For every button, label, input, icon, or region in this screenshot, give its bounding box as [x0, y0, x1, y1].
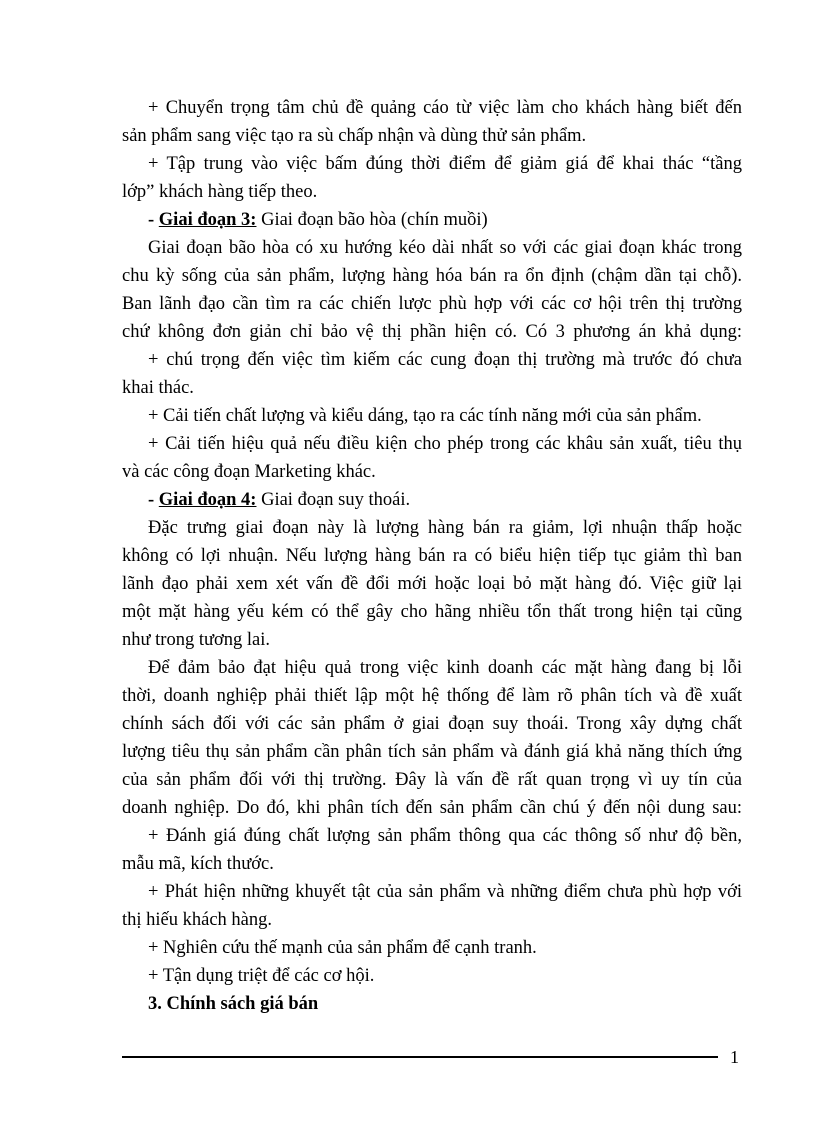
paragraph-line: không có lợi nhuận. Nếu lượng hàng bán ra có biểu hiện tiếp tục giảm thì ban — [122, 546, 742, 566]
paragraph-line: chứ không đơn giản chỉ bảo vệ thị phần hiện có. Có 3 phương án khả dụng: — [122, 322, 742, 342]
paragraph-line: như trong tương lai. — [122, 630, 271, 650]
paragraph-line: thị hiếu khách hàng. — [122, 910, 273, 930]
stage-3-prefix: - — [148, 210, 159, 230]
paragraph-line: Để đảm bảo đạt hiệu quả trong việc kinh doanh các mặt hàng đang bị lỗi — [148, 658, 742, 678]
paragraph-line: mẫu mã, kích thước. — [122, 854, 274, 874]
paragraph-line: Giai đoạn bão hòa có xu hướng kéo dài nhất so với các giai đoạn khác trong — [148, 238, 742, 258]
paragraph-line: chính sách đối với các sản phẩm ở giai đoạn suy thoái. Trong xây dựng chất — [122, 714, 742, 734]
paragraph-line: của sản phẩm đối với thị trường. Đây là vấn đề rất quan trọng vì uy tín của — [122, 770, 742, 790]
paragraph-line: chu kỳ sống của sản phẩm, lượng hàng hóa bán ra ổn định (chậm dần tại chỗ). — [122, 266, 742, 286]
paragraph-line: sản phẩm sang việc tạo ra sù chấp nhận và dùng thử sản phẩm. — [122, 126, 587, 146]
stage-3-label: Giai đoạn 3: — [158, 210, 257, 230]
stage-4-heading — [122, 486, 742, 514]
paragraph-line: lãnh đạo phải xem xét vấn đề đổi mới hoặc loại bỏ mặt hàng đó. Việc giữ lại — [122, 574, 742, 594]
paragraph-line: Đặc trưng giai đoạn này là lượng hàng bán ra giảm, lợi nhuận thấp hoặc — [148, 518, 742, 538]
paragraph-line: + Tập trung vào việc bấm đúng thời điểm để giảm giá để khai thác “tầng — [148, 154, 742, 174]
stage-4-label: Giai đoạn 4: — [158, 490, 257, 510]
paragraph-line: lượng tiêu thụ sản phẩm cần phân tích sản phẩm và đánh giá khả năng thích ứng — [122, 742, 742, 762]
paragraph-line: + Phát hiện những khuyết tật của sản phẩm và những điểm chưa phù hợp với — [148, 882, 742, 902]
paragraph-line: khai thác. — [122, 378, 194, 398]
page-number: 1 — [730, 1047, 739, 1067]
footer-divider — [122, 1056, 718, 1058]
stage-3-title: Giai đoạn bão hòa (chín muồi) — [256, 210, 488, 230]
paragraph-line: + Cải tiến hiệu quả nếu điều kiện cho phép trong các khâu sản xuất, tiêu thụ — [148, 434, 742, 454]
paragraph-line: + chú trọng đến việc tìm kiếm các cung đoạn thị trường mà trước đó chưa — [148, 350, 742, 370]
paragraph-line: + Cải tiến chất lượng và kiểu dáng, tạo ra các tính năng mới của sản phẩm. — [148, 406, 702, 426]
stage-3-heading — [122, 206, 742, 234]
paragraph-line: + Đánh giá đúng chất lượng sản phẩm thông qua các thông số như độ bền, — [148, 826, 742, 846]
paragraph-line: thời, doanh nghiệp phải thiết lập một hệ thống để làm rõ phân tích và đề xuất — [122, 686, 742, 706]
section-heading: 3. Chính sách giá bán — [148, 994, 319, 1014]
paragraph-line: + Chuyển trọng tâm chủ đề quảng cáo từ việc làm cho khách hàng biết đến — [148, 98, 742, 118]
paragraph-line: Ban lãnh đạo cần tìm ra các chiến lược phù hợp với các cơ hội trên thị trường — [122, 294, 742, 314]
paragraph-line: một mặt hàng yếu kém có thể gây cho hãng nhiều tổn thất trong hiện tại cũng — [122, 602, 742, 622]
document-body — [122, 94, 742, 1018]
stage-4-prefix: - — [148, 490, 159, 510]
paragraph-line: lớp” khách hàng tiếp theo. — [122, 182, 318, 202]
stage-4-title: Giai đoạn suy thoái. — [256, 490, 411, 510]
paragraph-line: + Nghiên cứu thế mạnh của sản phẩm để cạnh tranh. — [148, 938, 537, 958]
paragraph-line: + Tận dụng triệt để các cơ hội. — [148, 966, 375, 986]
paragraph-line: doanh nghiệp. Do đó, khi phân tích đến sản phẩm cần chú ý đến nội dung sau: — [122, 798, 742, 818]
paragraph-line: và các công đoạn Marketing khác. — [122, 462, 376, 482]
